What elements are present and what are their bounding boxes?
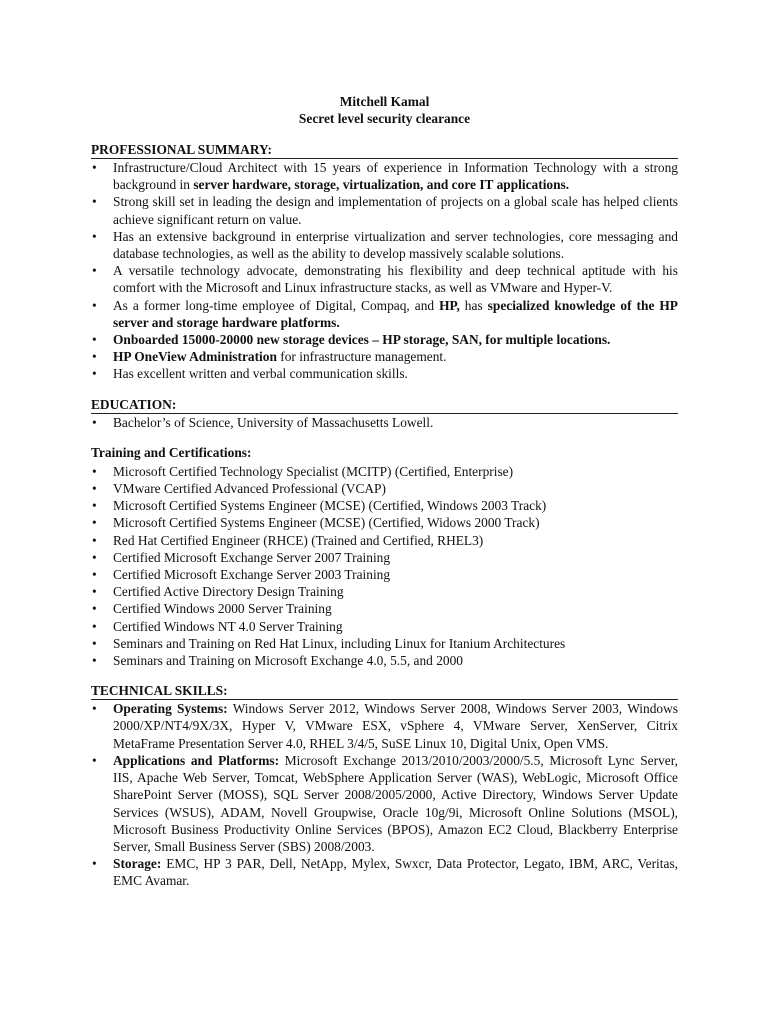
bullet-icon: • (92, 332, 97, 348)
item-text: Certified Microsoft Exchange Server 2007 Training (113, 549, 391, 565)
list-item (91, 331, 678, 348)
bullet-icon: • (92, 601, 97, 617)
bold-text: Operating Systems: (113, 701, 228, 717)
bullet-icon: • (92, 635, 97, 651)
training-list (91, 463, 678, 669)
item-text: Microsoft Certified Technology Specialist (MCITP) (Certified, Enterprise) (113, 463, 514, 479)
skills-list (91, 700, 678, 889)
item-text: A versatile technology advocate, demonstrating his flexibility and deep technical aptitude with his comfort with the Microsoft and Linux infrastructure stacks, as well as VMware and Hyper-V. (113, 263, 678, 296)
item-text: Strong skill set in leading the design and implementation of projects on a global scale has helped clients achieve significant return on value. (113, 194, 678, 227)
bullet-icon: • (92, 463, 97, 479)
bullet-icon: • (92, 618, 97, 634)
bullet-icon: • (92, 584, 97, 600)
bullet-icon: • (92, 349, 97, 365)
list-item (91, 549, 678, 566)
bold-text: server hardware, storage, virtualization, and core IT applications. (193, 177, 570, 193)
list-item (91, 262, 678, 296)
item-text: Certified Windows 2000 Server Training (113, 601, 332, 617)
item-text: Infrastructure/Cloud Architect with 15 years of experience in Information Technology with a strong background in (113, 160, 678, 193)
bold-text: Applications and Platforms: (113, 752, 280, 768)
list-item (91, 297, 678, 331)
bullet-icon: • (92, 752, 97, 768)
item-text: Has an extensive background in enterprise virtualization and server technologies, core messaging and database technologies, as well as the ability to develop massively scalable solutions. (113, 228, 678, 262)
list-item (91, 532, 678, 549)
list-item (91, 193, 678, 227)
item-text: As a former long-time employee of Digital, Compaq, and (113, 297, 440, 313)
bullet-icon: • (92, 194, 97, 210)
list-item (91, 414, 678, 431)
list-item (91, 566, 678, 583)
item-text: Microsoft Exchange 2013/2010/2003/2000/5.5, Microsoft Lync Server, IIS, Apache Web Server, Tomcat, WebSphere Application Server (WAS), WebLogic, Microsoft Office SharePoint Server (MOSS), SQL Server 2008/2005/2000, Active Directory, Windows Server Update Services (WSUS), ADAM, Novell Groupwise, Oracle 10g/9i, Microsoft Online Solutions (MSOL), Microsoft Business Productivity Online Services (BPOS), Amazon EC2 Cloud, Blackberry Enterprise Server, Small Business Server (SBS) 2008/2003. (113, 752, 678, 854)
bullet-icon: • (92, 414, 97, 430)
resume-page (91, 93, 678, 903)
item-text: Red Hat Certified Engineer (RHCE) (Trained and Certified, RHEL3) (113, 532, 484, 548)
training-section (91, 444, 678, 669)
list-item (91, 652, 678, 669)
item-text: Microsoft Certified Systems Engineer (MCSE) (Certified, Windows 2003 Track) (113, 498, 547, 514)
professional-summary-section (91, 141, 678, 383)
bullet-icon: • (92, 481, 97, 497)
list-item (91, 463, 678, 480)
item-text: Seminars and Training on Red Hat Linux, including Linux for Itanium Architectures (113, 635, 566, 651)
bullet-icon: • (92, 160, 97, 175)
list-item (91, 497, 678, 514)
section-title-training: Training and Certifications: (91, 444, 252, 460)
bold-text: HP, (439, 297, 460, 313)
list-item (91, 228, 678, 262)
bullet-icon: • (92, 653, 97, 669)
bullet-icon: • (92, 515, 97, 531)
section-title-skills: TECHNICAL SKILLS: (91, 682, 678, 700)
education-list (91, 414, 678, 431)
bullet-icon: • (92, 532, 97, 548)
bullet-icon: • (92, 701, 97, 717)
candidate-name: Mitchell Kamal (339, 94, 430, 109)
item-text: Certified Microsoft Exchange Server 2003 Training (113, 567, 391, 583)
list-item (91, 600, 678, 617)
summary-list (91, 159, 678, 383)
bullet-icon: • (92, 567, 97, 583)
bullet-icon: • (92, 297, 97, 313)
list-item (91, 635, 678, 652)
item-text: Bachelor’s of Science, University of Massachusetts Lowell. (113, 414, 434, 430)
bullet-icon: • (92, 263, 97, 279)
bullet-icon: • (92, 498, 97, 514)
bullet-icon: • (92, 856, 97, 872)
resume-header (91, 93, 678, 127)
bold-text: HP OneView Administration (113, 349, 277, 365)
item-text: VMware Certified Advanced Professional (VCAP) (113, 481, 386, 497)
bullet-icon: • (92, 366, 97, 382)
education-section (91, 396, 678, 431)
list-item (91, 348, 678, 365)
item-text: has (459, 297, 488, 313)
list-item (91, 159, 678, 193)
list-item (91, 752, 678, 855)
list-item (91, 480, 678, 497)
item-text: Windows Server 2012, Windows Server 2008, Windows Server 2003, Windows 2000/XP/NT4/9X/3X, Hyper V, VMware ESX, vSphere 4, VMware Server, XenServer, Citrix MetaFrame Presentation Server 4.0, RHEL 3/4/5, SuSE Linux 10, Digital Unix, Open VMS. (113, 701, 678, 751)
bullet-icon: • (92, 549, 97, 565)
bold-text: Storage: (113, 856, 162, 872)
item-text: Has excellent written and verbal communication skills. (113, 366, 408, 382)
item-text: Microsoft Certified Systems Engineer (MCSE) (Certified, Widows 2000 Track) (113, 515, 540, 531)
section-title-summary: PROFESSIONAL SUMMARY: (91, 141, 678, 159)
list-item (91, 514, 678, 531)
list-item (91, 583, 678, 600)
item-text: Seminars and Training on Microsoft Exchange 4.0, 5.5, and 2000 (113, 653, 463, 669)
list-item (91, 700, 678, 752)
item-text: Certified Active Directory Design Training (113, 584, 344, 600)
item-text: for infrastructure management. (276, 349, 447, 365)
item-text: Certified Windows NT 4.0 Server Training (113, 618, 343, 634)
list-item (91, 855, 678, 889)
bold-text: Onboarded 15000-20000 new storage devices – HP storage, SAN, for multiple locations. (113, 332, 611, 348)
list-item (91, 618, 678, 635)
section-title-education: EDUCATION: (91, 396, 678, 414)
list-item (91, 365, 678, 382)
security-clearance: Secret level security clearance (298, 111, 471, 126)
bold-text: specialized knowledge of the HP server and storage hardware platforms. (113, 297, 678, 330)
bullet-icon: • (92, 228, 97, 244)
technical-skills-section (91, 682, 678, 889)
item-text: EMC, HP 3 PAR, Dell, NetApp, Mylex, Swxcr, Data Protector, Legato, IBM, ARC, Veritas, EMC Avamar. (113, 856, 678, 889)
